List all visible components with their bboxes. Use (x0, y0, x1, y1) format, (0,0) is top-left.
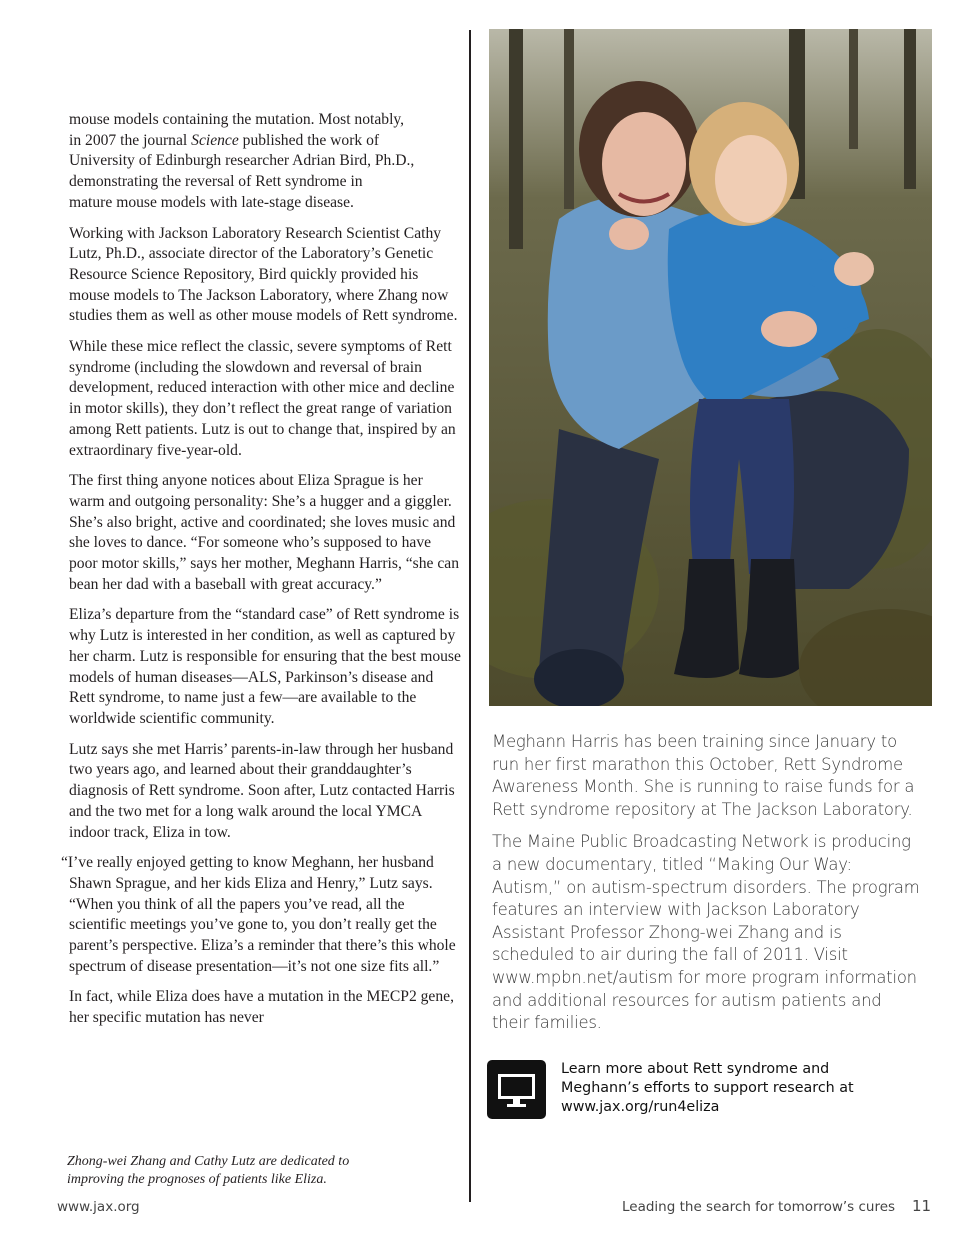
article-paragraph-5: Eliza’s departure from the “standard case” of Rett syndrome is why Lutz is interested in her condition, as well as captured by her charm. Lutz is responsible for ensuring that the best mouse models of human diseases—ALS, Parkinson’s disease and Rett syndrome, to name just a few—are available to the worldwide scientific community. (69, 606, 461, 727)
column-divider (469, 30, 471, 1202)
monitor-icon (487, 1060, 546, 1119)
sidebar-text (492, 731, 922, 1045)
web-promo (487, 1060, 927, 1122)
promo-link[interactable]: www.jax.org/run4eliza (561, 1099, 720, 1115)
promo-line-1: Learn more about Rett syndrome and (561, 1061, 830, 1077)
documentary-note: The Maine Public Broadcasting Network is producing a new documentary, titled “Making Our Way: Autism,” on autism-spectrum disorders. The program features an interview with Jackson Laboratory Assistant Professor Zhong-wei Zhang and is scheduled to air during the fall of 2011. Visit www.mpbn.net/autism for more program information and additional resources for autism patients and their families. (492, 832, 920, 1033)
journal-name: Science (191, 131, 239, 149)
page-number: 11 (912, 1197, 932, 1215)
photo-caption-marathon: Meghann Harris has been training since January to run her first marathon this October, Rett Syndrome Awareness Month. She is running to raise funds for a Rett syndrome repository at The Jackson Laboratory. (492, 732, 915, 819)
footer-tagline: Leading the search for tomorrow’s cures (622, 1199, 896, 1215)
article-paragraph-1: mouse models containing the mutation. Most notably, in 2007 the journal Science published the work of University of Edinburgh researcher Adrian Bird, Ph.D., demonstrating the reversal of Rett syndrome in mature mouse models with late-stage disease. (69, 111, 415, 211)
article-paragraph-3: While these mice reflect the classic, severe symptoms of Rett syndrome (including the slowdown and reversal of brain development, reduced interaction with other mice and decline in motor skills), they don’t reflect the great range of variation among Rett patients. Lutz is out to change that, inspired by an extraordinary five-year-old. (69, 338, 456, 459)
footer-site-url[interactable]: www.jax.org (57, 1199, 140, 1215)
article-paragraph-4: The first thing anyone notices about Eliza Sprague is her warm and outgoing personality: She’s a hugger and a giggler. She’s also bright, active and coordinated; she loves music and she loves to dance. “For someone who’s supposed to have poor motor skills,” says her mother, Meghann Harris, “she can bean her dad with a baseball with great accuracy.” (69, 472, 459, 593)
article-body (61, 110, 461, 1029)
article-paragraph-6: Lutz says she met Harris’ parents-in-law through her husband two years ago, and learned about their granddaughter’s diagnosis of Rett syndrome. Soon after, Lutz contacted Harris and the two met for a long walk around the local YMCA indoor track, Eliza in tow. (69, 740, 455, 841)
photo-caption-researchers: Zhong-wei Zhang and Cathy Lutz are dedicated to improving the prognoses of patients like Eliza. (67, 1154, 350, 1187)
promo-text (561, 1060, 921, 1117)
article-paragraph-8: In fact, while Eliza does have a mutation in the MECP2 gene, her specific mutation has never (69, 988, 454, 1027)
promo-line-2: Meghann’s efforts to support research at (561, 1080, 854, 1096)
article-quote-paragraph: “I’ve really enjoyed getting to know Meghann, her husband Shawn Sprague, and her kids Eliza and Henry,” Lutz says. “When you think of all the papers you’ve read, all the scientific meetings you’ve gone to, you don’t really get the parent’s perspective. Eliza’s a reminder that there’s this whole spectrum of disease presentation—it’s not one size fits all.” (61, 854, 456, 975)
photo-mother-and-daughter (489, 29, 932, 706)
article-paragraph-2: Working with Jackson Laboratory Research Scientist Cathy Lutz, Ph.D., associate director of the Laboratory’s Genetic Resource Science Repository, Bird quickly provided his mouse models to The Jackson Laboratory, where Zhang now studies them as well as other mouse models of Rett syndrome. (69, 224, 458, 325)
